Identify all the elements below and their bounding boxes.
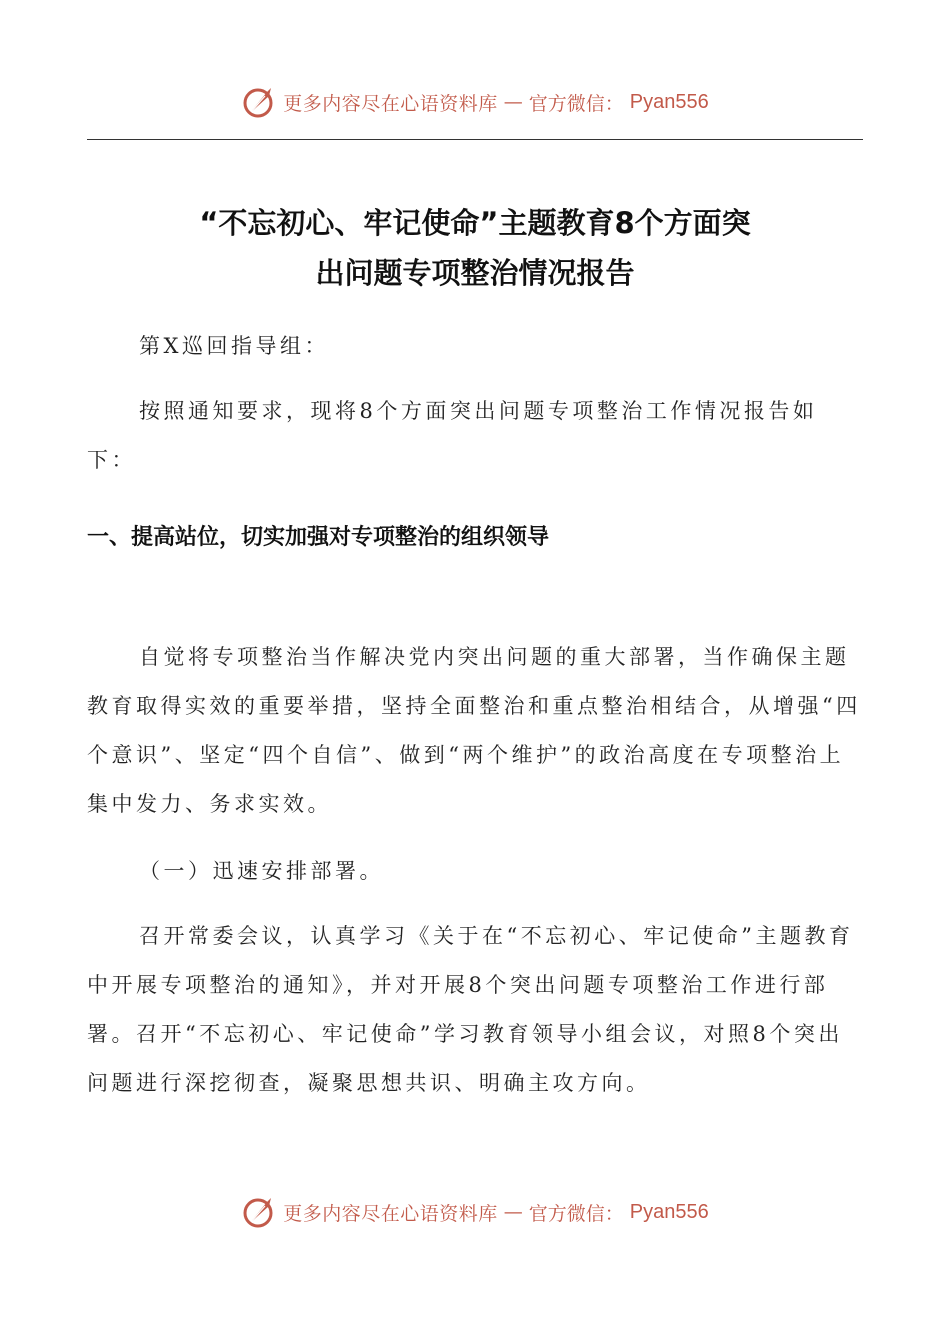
intro-paragraph: 按照通知要求，现将8个方面突出问题专项整治工作情况报告如下： xyxy=(87,399,818,472)
title-line-1: “不忘初心、牢记使命”主题教育8个方面突 xyxy=(199,206,751,240)
salutation: 第X巡回指导组： xyxy=(139,334,329,358)
quill-logo-icon xyxy=(241,84,277,120)
banner-wechat-id: Pyan556 xyxy=(629,1200,709,1223)
banner-separator: — xyxy=(503,91,523,113)
banner-slogan: 更多内容尽在心语资料库 xyxy=(283,92,498,115)
section1-subheading: （一）迅速安排部署。 xyxy=(139,859,384,883)
header-divider xyxy=(87,139,863,140)
header-banner xyxy=(0,82,950,122)
quill-logo-icon xyxy=(241,1194,277,1230)
document-title xyxy=(87,198,863,298)
section-heading-1: 一、提高站位，切实加强对专项整治的组织领导 xyxy=(87,525,550,550)
banner-separator: — xyxy=(503,1201,523,1223)
banner-wechat-id: Pyan556 xyxy=(629,90,709,113)
section1-paragraph-1: 自觉将专项整治当作解决党内突出问题的重大部署，当作确保主题教育取得实效的重要举措，坚持全面整治和重点整治相结合，从增强“四个意识”、坚定“四个自信”、做到“两个维护”的政治高度在专项整治上集中发力、务求实效。 xyxy=(87,645,861,816)
banner-slogan: 更多内容尽在心语资料库 xyxy=(283,1202,498,1225)
footer-banner xyxy=(0,1192,950,1232)
section1-paragraph-2: 召开常委会议，认真学习《关于在“不忘初心、牢记使命”主题教育中开展专项整治的通知》，并对开展8个突出问题专项整治工作进行部署。召开“不忘初心、牢记使命”学习教育领导小组会议，对照8个突出问题进行深挖彻查，凝聚思想共识、明确主攻方向。 xyxy=(87,924,854,1095)
banner-wechat-label: 官方微信： xyxy=(528,1202,624,1225)
title-line-2: 出问题专项整治情况报告 xyxy=(315,256,635,290)
banner-wechat-label: 官方微信： xyxy=(528,92,624,115)
